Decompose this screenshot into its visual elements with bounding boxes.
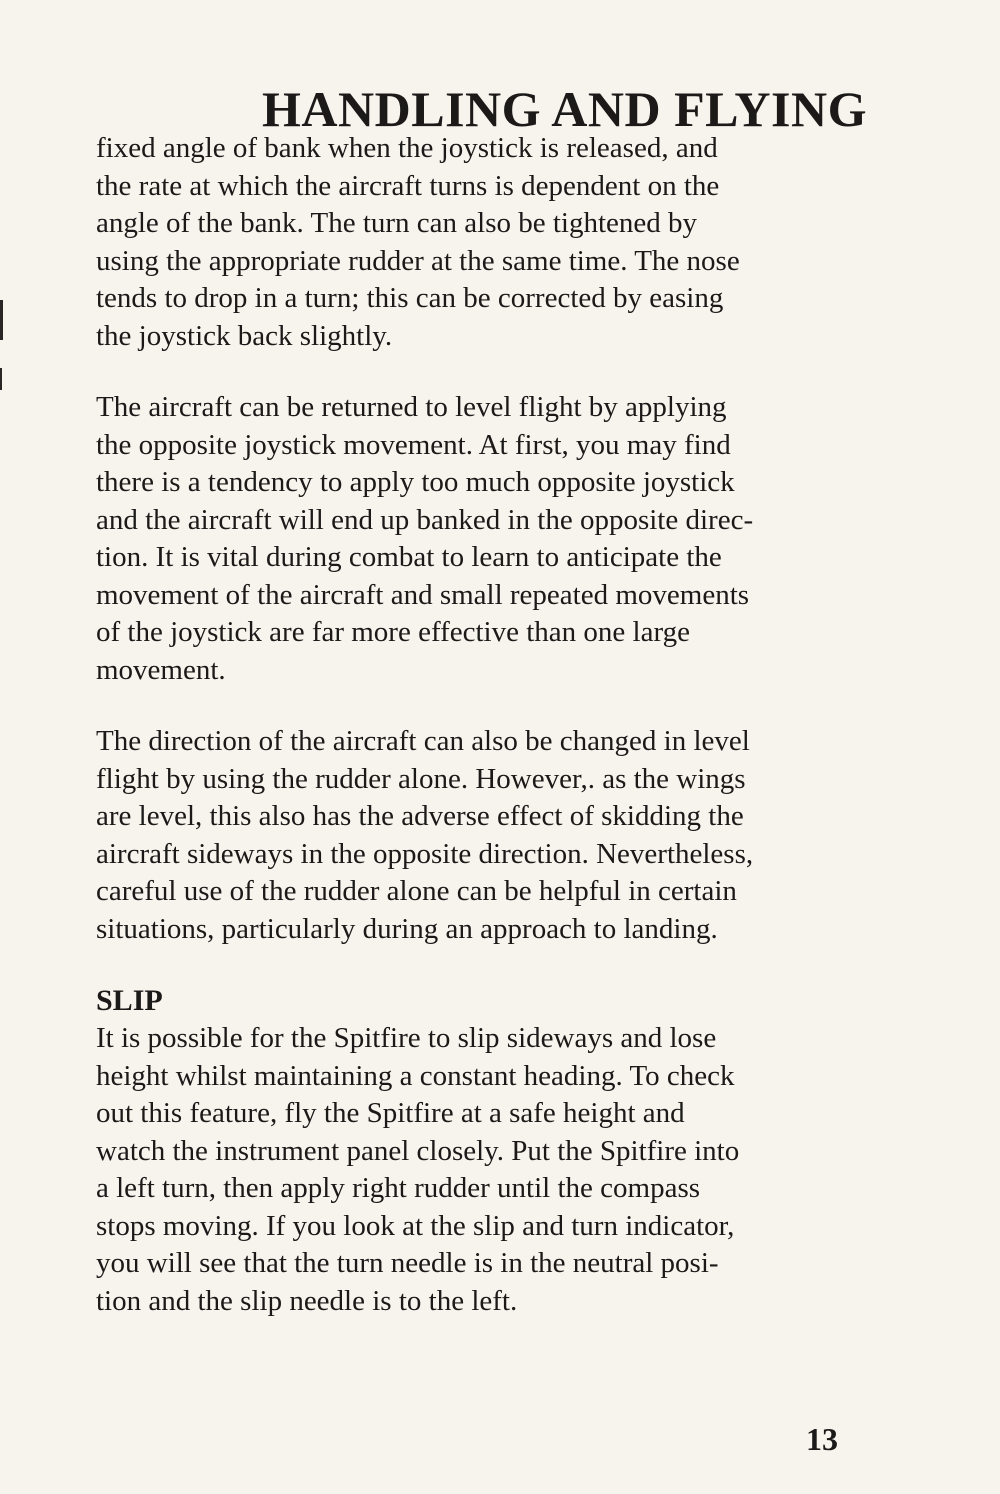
text-line: watch the instrument panel closely. Put the Spitfire into [96, 1134, 740, 1167]
page-body [96, 130, 896, 1320]
text-line: The direction of the aircraft can also be changed in level [96, 725, 750, 757]
text-line: are level, this also has the adverse effect of skidding the [96, 800, 744, 832]
text-line: the rate at which the aircraft turns is dependent on the [96, 169, 720, 202]
text-line: flight by using the rudder alone. However,. as the wings [96, 762, 746, 795]
text-line: a left turn, then apply right rudder until the compass [96, 1172, 701, 1204]
text-line: careful use of the rudder alone can be helpful in certain [96, 875, 737, 907]
text-line: The aircraft can be returned to level flight by applying [96, 391, 727, 423]
text-line: using the appropriate rudder at the same time. The nose [96, 244, 740, 277]
paragraph-rudder [96, 723, 896, 948]
text-line: of the joystick are far more effective than one large [96, 616, 690, 648]
text-line: you will see that the turn needle is in the neutral posi- [96, 1247, 719, 1279]
text-line: angle of the bank. The turn can also be tightened by [96, 207, 698, 239]
paragraph-slip [96, 1020, 896, 1320]
text-line: fixed angle of bank when the joystick is released, and [96, 132, 718, 164]
paragraph-turning [96, 130, 896, 355]
text-line: out this feature, fly the Spitfire at a safe height and [96, 1097, 685, 1129]
page-title: HANDLING AND FLYING [262, 80, 867, 137]
paragraph-level-flight [96, 389, 896, 689]
text-line: height whilst maintaining a constant heading. To check [96, 1059, 735, 1092]
binding-edge-mark [0, 300, 3, 340]
text-line: movement of the aircraft and small repeated movements [96, 578, 750, 611]
text-line: situations, particularly during an approach to landing. [96, 912, 718, 945]
section-heading-slip: SLIP [96, 984, 163, 1017]
text-line: the joystick back slightly. [96, 319, 393, 352]
text-line: aircraft sideways in the opposite direction. Nevertheless, [96, 837, 754, 870]
text-line: there is a tendency to apply too much opposite joystick [96, 466, 735, 498]
text-line: stops moving. If you look at the slip and turn indicator, [96, 1209, 735, 1242]
text-line: and the aircraft will end up banked in the opposite direc- [96, 503, 754, 536]
binding-edge-mark [0, 368, 2, 390]
text-line: movement. [96, 653, 226, 686]
page-number: 13 [806, 1421, 838, 1457]
text-line: tends to drop in a turn; this can be corrected by easing [96, 282, 724, 314]
text-line: tion. It is vital during combat to learn to anticipate the [96, 541, 722, 573]
text-line: It is possible for the Spitfire to slip sideways and lose [96, 1022, 717, 1054]
text-line: tion and the slip needle is to the left. [96, 1284, 518, 1317]
text-line: the opposite joystick movement. At first, you may find [96, 428, 731, 461]
